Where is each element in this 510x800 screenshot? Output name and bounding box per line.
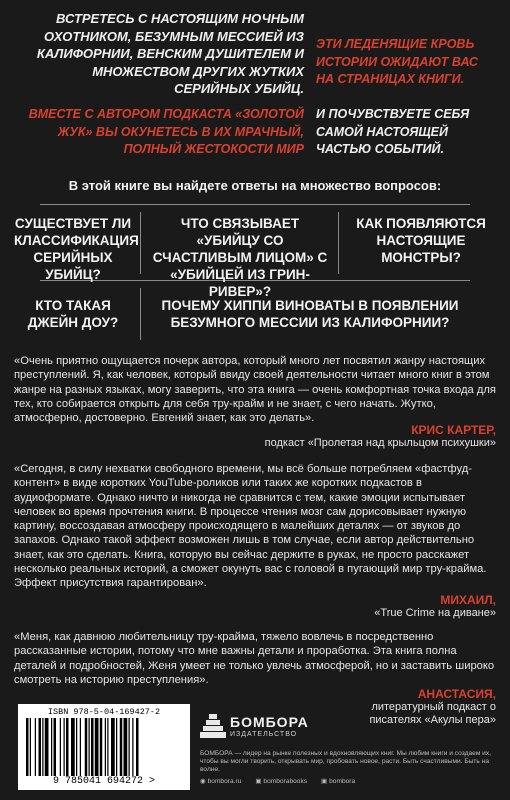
barcode-bar (116, 718, 117, 776)
review-2-text: «Сегодня, в силу нехватки свободного времени, мы всё больше потребляем «фастфуд-контент» в виде коротких YouTube-роликов или таких же коротких подкастов в аудиоформате. Однако ничто и никогда не сравнится с тем, какие эмоции испытывает человек во время прочтения книги. В процессе чтения мозг сам дорисовывает нужную картину, воссоздавая атмосферу происходящего в малейших деталях — от звуков до запахов. Однако такой эффект возможен лишь в том случае, если автор действительно знает, как это сделать. Книга, которую вы сейчас держите в руках, не просто расскажет несколько реальных историй, а сможет окунуть вас с головой в пугающий мир тру-крайма. Эффект присутствия гарантирован». (14, 463, 487, 590)
question-4: КТО ТАКАЯ ДЖЕЙН ДОУ? (27, 298, 119, 330)
social-text: bombora (329, 778, 356, 785)
barcode-bar (42, 718, 43, 776)
barcode-bar (100, 718, 103, 776)
review-2-attribution (220, 594, 496, 620)
review-3-attribution (330, 688, 496, 727)
barcode-bars (22, 718, 186, 776)
publisher-logo (200, 710, 320, 750)
question-1: СУЩЕСТВУЕТ ЛИ КЛАССИФИКАЦИЯ СЕРИЙНЫХ УБИЙЦ? (14, 216, 139, 282)
social-link-2[interactable] (321, 778, 355, 786)
barcode-bar (66, 718, 69, 776)
social-icon: ▣ (321, 778, 328, 785)
publisher-name: БОМБОРА (230, 714, 309, 730)
globe-icon: ◉ (200, 778, 206, 785)
divider-v-2 (338, 212, 339, 274)
question-2: ЧТО СВЯЗЫВАЕТ «УБИЙЦУ СО СЧАСТЛИВЫМ ЛИЦОМ» С «УБИЙЦЕЙ ИЗ ГРИН-РИВЕР»? (152, 216, 328, 299)
question-3: КАК ПОЯВЛЯЮТСЯ НАСТОЯЩИЕ МОНСТРЫ? (356, 216, 486, 265)
isbn-text: ISBN 978-5-04-169427-2 (47, 707, 161, 717)
handle-text: bomborabooks (263, 778, 308, 785)
barcode-bar (60, 718, 61, 776)
barcode-bar (51, 718, 52, 776)
publisher-blurb: БОМБОРА — лидер на рынке полезных и вдохновляющих книг. Мы любим книги и создаем их, чтобы вы могли творить, открывать мир, пробовать новое, расти. Быть счастливыми. Быть на волне. (200, 750, 491, 773)
barcode-bar (39, 718, 42, 776)
review-1-source: подкаст «Пролетая над крыльцом психушки» (264, 437, 496, 449)
barcode-bar (91, 718, 94, 776)
intro-left-white: ВСТРЕТЕСЬ С НАСТОЯЩИМ НОЧНЫМ ОХОТНИКОМ, БЕЗУМНЫМ МЕССИЕЙ ИЗ КАЛИФОРНИИ, ВЕНСКИМ ДУШИТЕЛЕМ И МНОЖЕСТВОМ ДРУГИХ ЖУТКИХ СЕРИЙНЫХ УБИЙЦ. (36, 11, 304, 96)
review-3-source: литературный подкаст о писателях «Акулы пера» (369, 701, 496, 726)
intro-left-red: ВМЕСТЕ С АВТОРОМ ПОДКАСТА «ЗОЛОТОЙ ЖУК» ВЫ ОКУНЕТЕСЬ В ИХ МРАЧНЫЙ, ПОЛНЫЙ ЖЕСТОКОСТИ МИР (28, 107, 304, 156)
barcode-bar (111, 718, 115, 776)
barcode-bar (45, 718, 49, 776)
questions-heading: В этой книге вы найдете ответы на множество вопросов: (68, 178, 442, 193)
barcode-bar (76, 718, 77, 776)
barcode-bar (54, 718, 57, 776)
publisher-subtitle: ИЗДАТЕЛЬСТВО (230, 731, 298, 738)
barcode-bar (80, 718, 81, 776)
publisher-contacts (200, 778, 500, 786)
barcode-bar (107, 718, 108, 776)
site-link[interactable] (200, 778, 241, 786)
review-1-attribution (220, 424, 496, 450)
social-icon: ▣ (255, 778, 262, 785)
review-2-source: «True Crime на диване» (374, 607, 496, 619)
site-text: bombora.ru (207, 778, 242, 785)
barcode-bar (35, 718, 36, 776)
social-link-1[interactable] (255, 778, 307, 786)
barcode-bar (105, 718, 106, 776)
barcode-bar (95, 718, 99, 776)
question-5: ПОЧЕМУ ХИППИ ВИНОВАТЫ В ПОЯВЛЕНИИ БЕЗУМНОГО МЕССИИ ИЗ КАЛИФОРНИИ? (161, 298, 459, 330)
review-2-author: МИХАИЛ, (440, 593, 496, 607)
barcode-bar (30, 718, 31, 776)
barcode-bar (89, 718, 90, 776)
divider-row-top (40, 204, 470, 205)
divider-v-3 (140, 288, 141, 340)
review-1-author: КРИС КАРТЕР, (411, 423, 496, 437)
barcode-bar (64, 718, 65, 776)
intro-right-red: ЭТИ ЛЕДЕНЯЩИЕ КРОВЬ ИСТОРИИ ОЖИДАЮТ ВАС НА СТРАНИЦАХ КНИГИ. (316, 37, 478, 86)
barcode-bar (26, 718, 29, 776)
barcode-panel (18, 704, 190, 790)
barcode-bar (132, 718, 133, 776)
barcode-bar (129, 718, 130, 776)
review-1-text: «Очень приятно ощущается почерк автора, который много лет посвятил жанру настоящих преступлений. Я, как человек, который ввиду своей деятельности читает много книг в этом жанре на разных языках, могу заверить, что эта книга — очень комфортная точка входа для тех, кто собирается открыть для себя тру-крайм и не знает, с чего начать. Жутко, атмосферно, достоверно. Евгений знает, как это делать». (14, 355, 496, 425)
bombora-logo-icon (200, 712, 226, 742)
barcode-bar (71, 718, 75, 776)
barcode-bar (85, 718, 88, 776)
barcode-bar (120, 718, 123, 776)
barcode-bar (124, 718, 128, 776)
barcode-bar (136, 718, 139, 776)
intro-right-white: И ПОЧУВСТВУЕТЕ СЕБЯ САМОЙ НАСТОЯЩЕЙ ЧАСТЬЮ СОБЫТИЙ. (316, 107, 470, 156)
divider-v-1 (140, 212, 141, 274)
review-3-author: АНАСТАСИЯ, (417, 687, 496, 701)
review-3-text: «Меня, как давнюю любительницу тру-крайма, тяжело вовлечь в посредственно рассказанные истории, потому что мне важны детали и проработка. Эта книга полна деталей и подробностей, Женя умеет не только увлечь атмосферой, но и заставить широко смотреть на историю преступления». (14, 631, 495, 686)
barcode-digits: 9 785041 694272 > (52, 776, 156, 787)
